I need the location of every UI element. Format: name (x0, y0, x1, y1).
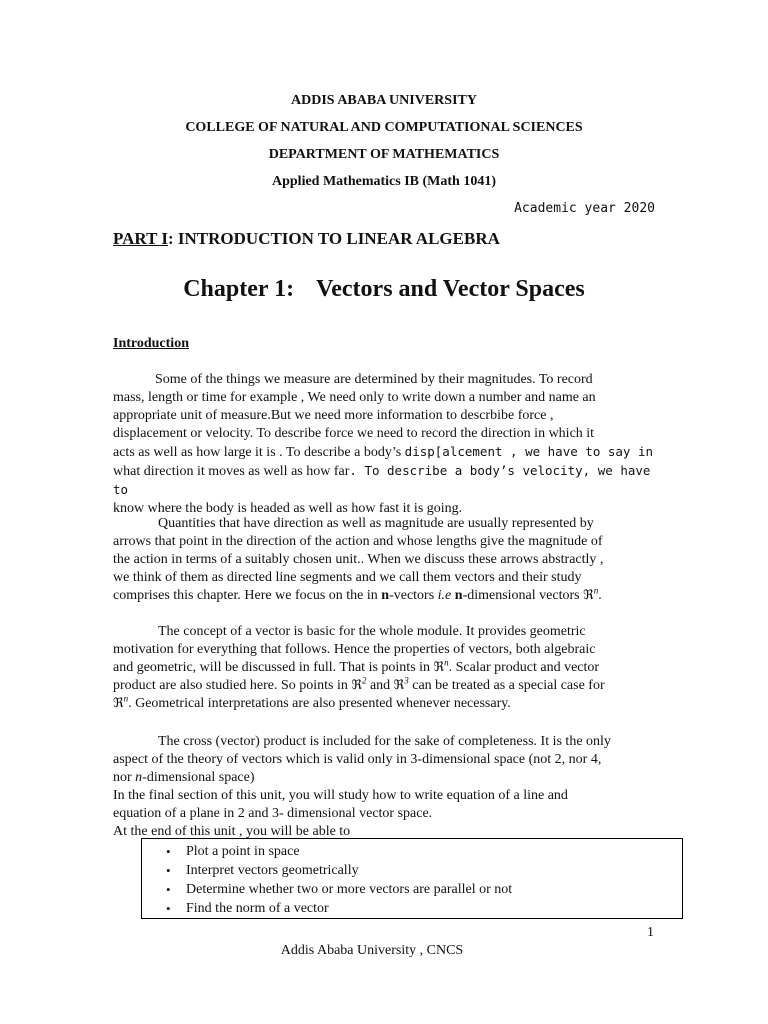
superscript: 3 (404, 675, 409, 686)
p1-line: Some of the things we measure are determined by their magnitudes. To record (155, 372, 593, 387)
p2-text: . (598, 588, 602, 603)
p2-text: -vectors (389, 588, 438, 603)
objectives-box (141, 838, 683, 919)
chapter-title: Vectors and Vector Spaces (316, 276, 585, 302)
p3-text: can be treated as a special case for (408, 678, 605, 693)
p2-text: -dimensional vectors (462, 588, 584, 603)
objective-text: Plot a point in space (186, 844, 300, 859)
p4-line: In the final section of this unit, you will study how to write equation of a line and (113, 788, 568, 803)
p2-line (113, 587, 656, 605)
objective-text: Interpret vectors geometrically (186, 863, 359, 878)
p2-italic: i.e (437, 588, 452, 603)
part-heading (113, 229, 500, 249)
p4-line: equation of a plane in 2 and 3- dimensional vector space. (113, 806, 433, 821)
bullet-icon: • (166, 882, 171, 897)
p2-line: we think of them as directed line segments and we call them vectors and their study (113, 570, 582, 585)
list-item (166, 880, 513, 899)
p4-line: aspect of the theory of vectors which is valid only in 3-dimensional space (not 2, nor 4, (113, 752, 602, 767)
p2-bold-n: n (381, 588, 390, 603)
paragraph-2 (113, 515, 656, 605)
p1-text-mono: . To describe a body’s velocity, we have to (113, 463, 651, 497)
bullet-icon: • (166, 844, 171, 859)
real-symbol: ℜ (393, 678, 405, 693)
superscript: n (123, 693, 129, 704)
objective-text: Find the norm of a vector (186, 901, 329, 916)
college-name: COLLEGE OF NATURAL AND COMPUTATIONAL SCIENCES (185, 120, 583, 135)
bullet-icon: • (166, 901, 171, 916)
footer-text: Addis Ababa University , CNCS (280, 943, 464, 958)
list-item (166, 861, 512, 880)
superscript: n (444, 657, 449, 668)
p3-line (113, 695, 656, 713)
course-title: Applied Mathematics IB (Math 1041) (272, 174, 496, 189)
p3-line (113, 677, 656, 695)
p3-text: . Scalar product and vector (448, 660, 600, 675)
real-symbol: ℜ (351, 678, 362, 693)
p3-line: motivation for everything that follows. Hence the properties of vectors, both algebraic (113, 642, 596, 657)
p1-text-mono: disp[alcement , we have to say in (404, 444, 654, 459)
part-label: PART I (113, 229, 168, 248)
part-separator: : (167, 229, 174, 248)
p1-text: what direction it moves as well as how far (113, 464, 350, 479)
department-name: DEPARTMENT OF MATHEMATICS (268, 147, 500, 162)
p4-line: At the end of this unit , you will be able to (113, 824, 351, 839)
superscript: n (593, 585, 599, 596)
paragraph-4 (113, 733, 656, 841)
real-symbol: ℜ (433, 660, 445, 675)
p1-line (113, 462, 656, 500)
academic-year: Academic year 2020 (514, 201, 655, 216)
p3-text: and geometric, will be discussed in full. That is points in (113, 660, 434, 675)
p3-line: The concept of a vector is basic for the whole module. It provides geometric (158, 624, 586, 639)
p2-line: arrows that point in the direction of the action and whose lengths give the magnitude of (113, 534, 603, 549)
part-title: INTRODUCTION TO LINEAR ALGEBRA (173, 229, 500, 248)
objectives-list (166, 842, 513, 918)
p2-text: comprises this chapter. Here we focus on the in (113, 588, 382, 603)
p4-line (113, 769, 656, 787)
p1-line: know where the body is headed as well as how fast it is going. (113, 501, 463, 516)
p3-text: and (366, 678, 394, 693)
p1-line: displacement or velocity. To describe force we need to record the direction in which it (113, 426, 595, 441)
chapter-number: Chapter 1: (183, 276, 295, 302)
p2-bold-n: n (454, 588, 463, 603)
list-item (166, 842, 512, 861)
superscript: 2 (361, 675, 367, 686)
page-number: 1 (647, 925, 654, 940)
p1-line: mass, length or time for example , We need only to write down a number and name an (113, 390, 596, 405)
p4-line: The cross (vector) product is included for the sake of completeness. It is the only (158, 734, 611, 749)
p3-text: . Geometrical interpretations are also presented whenever necessary. (128, 696, 511, 711)
p1-line (113, 443, 656, 462)
p4-text: -dimensional space) (142, 770, 255, 785)
list-item (166, 899, 512, 918)
p1-text: acts as well as how large it is . To describe a body’s (113, 445, 405, 460)
real-symbol: ℜ (113, 696, 124, 711)
paragraph-1 (113, 371, 656, 518)
university-name: ADDIS ABABA UNIVERSITY (291, 93, 477, 108)
p2-line: Quantities that have direction as well as magnitude are usually represented by (158, 516, 594, 531)
section-title: Introduction (113, 336, 189, 351)
chapter-heading (0, 276, 768, 303)
p1-line: appropriate unit of measure.But we need more information to descrbibe force , (113, 408, 554, 423)
bullet-icon: • (166, 863, 171, 878)
p2-line: the action in terms of a suitably chosen unit.. When we discuss these arrows abstractly , (113, 552, 604, 567)
paragraph-3 (113, 623, 656, 713)
real-symbol: ℜ (583, 588, 594, 603)
p3-text: product are also studied here. So points in (113, 678, 352, 693)
objective-text: Determine whether two or more vectors are parallel or not (186, 882, 513, 897)
p3-line (113, 659, 656, 677)
p4-italic: n (135, 770, 143, 785)
p4-text: nor (113, 770, 136, 785)
